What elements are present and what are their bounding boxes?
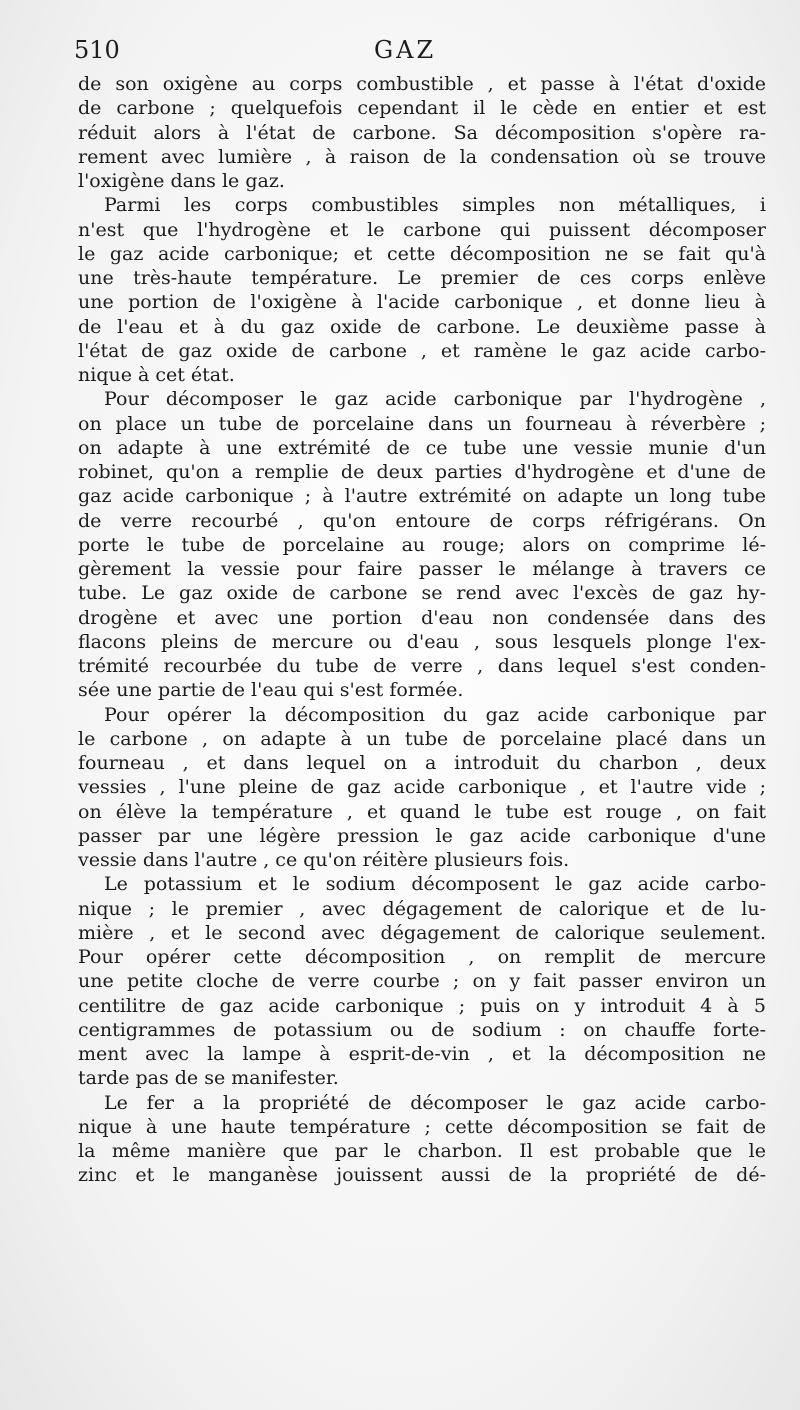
body-text: [78, 72, 766, 1188]
text-line: Pour décomposer le gaz acide carbonique par l'hydrogène ,: [104, 388, 766, 411]
text-line: on élève la température , et quand le tube est rouge , on fait: [78, 800, 766, 823]
text-line: la même manière que par le charbon. Il est probable que le: [78, 1140, 766, 1162]
text-line: centilitre de gaz acide carbonique ; puis on y introduit 4 à 5: [78, 994, 766, 1017]
text-line: rement avec lumière , à raison de la condensation où se trouve: [78, 145, 766, 168]
text-line: tube. Le gaz oxide de carbone se rend avec l'excès de gaz hy-: [78, 582, 766, 605]
text-line: flacons pleins de mercure ou d'eau , sous lesquels plonge l'ex-: [78, 630, 766, 653]
text-line: fourneau , et dans lequel on a introduit du charbon , deux: [78, 752, 766, 774]
text-line: vessies , l'une pleine de gaz acide carbonique , et l'autre vide ;: [78, 776, 766, 799]
text-line: gèrement la vessie pour faire passer le mélange à travers ce: [78, 558, 766, 580]
paragraph: [78, 387, 766, 702]
text-line: gaz acide carbonique ; à l'autre extrémité on adapte un long tube: [78, 485, 766, 508]
running-head: GAZ: [374, 36, 437, 64]
text-line: n'est que l'hydrogène et le carbone qui puissent décomposer: [78, 218, 766, 241]
text-line: centigrammes de potassium ou de sodium : on chauffe forte-: [78, 1018, 766, 1041]
text-line: zinc et le manganèse jouissent aussi de la propriété de dé-: [78, 1164, 766, 1187]
text-line: on place un tube de porcelaine dans un fourneau à réverbère ;: [78, 412, 766, 435]
text-line: on adapte à une extrémité de ce tube une vessie munie d'un: [78, 436, 766, 459]
text-line: de l'eau et à du gaz oxide de carbone. Le deuxième passe à: [78, 315, 766, 338]
text-line: porte le tube de porcelaine au rouge; alors on comprime lé-: [78, 533, 766, 556]
text-line: réduit alors à l'état de carbone. Sa décomposition s'opère ra-: [78, 121, 766, 144]
text-line: sée une partie de l'eau qui s'est formée.: [78, 679, 464, 702]
text-line: le gaz acide carbonique; et cette décomposition ne se fait qu'à: [78, 242, 766, 265]
text-line: tarde pas de se manifester.: [78, 1067, 339, 1090]
text-line: nique ; le premier , avec dégagement de calorique et de lu-: [78, 897, 766, 920]
paragraph: [78, 1091, 766, 1188]
text-line: Pour opérer la décomposition du gaz acide carbonique par: [104, 703, 766, 726]
text-line: l'état de gaz oxide de carbone , et ramène le gaz acide carbo-: [78, 339, 766, 362]
text-line: nique à une haute température ; cette décomposition se fait de: [78, 1115, 766, 1138]
text-line: nique à cet état.: [78, 364, 235, 386]
paragraph: [78, 72, 766, 193]
text-line: Parmi les corps combustibles simples non métalliques, i: [104, 194, 766, 217]
page-number: 510: [74, 36, 120, 64]
text-line: de carbone ; quelquefois cependant il le cède en entier et est: [78, 97, 766, 120]
text-line: drogène et avec une portion d'eau non condensée dans des: [78, 606, 766, 629]
text-line: robinet, qu'on a remplie de deux parties d'hydrogène et d'une de: [78, 461, 766, 483]
text-line: de verre recourbé , qu'on entoure de corps réfrigérans. On: [78, 509, 766, 532]
text-line: une portion de l'oxigène à l'acide carbonique , et donne lieu à: [78, 291, 766, 314]
text-line: mière , et le second avec dégagement de calorique seulement.: [78, 921, 766, 944]
text-line: vessie dans l'autre , ce qu'on réitère plusieurs fois.: [78, 849, 570, 871]
page-header: [74, 36, 774, 72]
text-line: Le fer a la propriété de décomposer le gaz acide carbo-: [104, 1091, 766, 1114]
text-line: une petite cloche de verre courbe ; on y fait passer environ un: [78, 970, 766, 993]
paragraph: [78, 193, 766, 387]
text-line: l'oxigène dans le gaz.: [78, 170, 285, 192]
text-line: passer par une légère pression le gaz acide carbonique d'une: [78, 824, 766, 847]
text-line: de son oxigène au corps combustible , et passe à l'état d'oxide: [78, 73, 766, 95]
paragraph: [78, 872, 766, 1090]
text-line: le carbone , on adapte à un tube de porcelaine placé dans un: [78, 727, 766, 750]
text-line: Pour opérer cette décomposition , on remplit de mercure: [78, 946, 766, 968]
text-line: ment avec la lampe à esprit-de-vin , et la décomposition ne: [78, 1043, 766, 1065]
text-line: une très-haute température. Le premier de ces corps enlève: [78, 267, 766, 289]
text-line: Le potassium et le sodium décomposent le gaz acide carbo-: [104, 873, 766, 896]
paragraph: [78, 703, 766, 873]
text-line: trémité recourbée du tube de verre , dans lequel s'est conden-: [78, 655, 766, 677]
